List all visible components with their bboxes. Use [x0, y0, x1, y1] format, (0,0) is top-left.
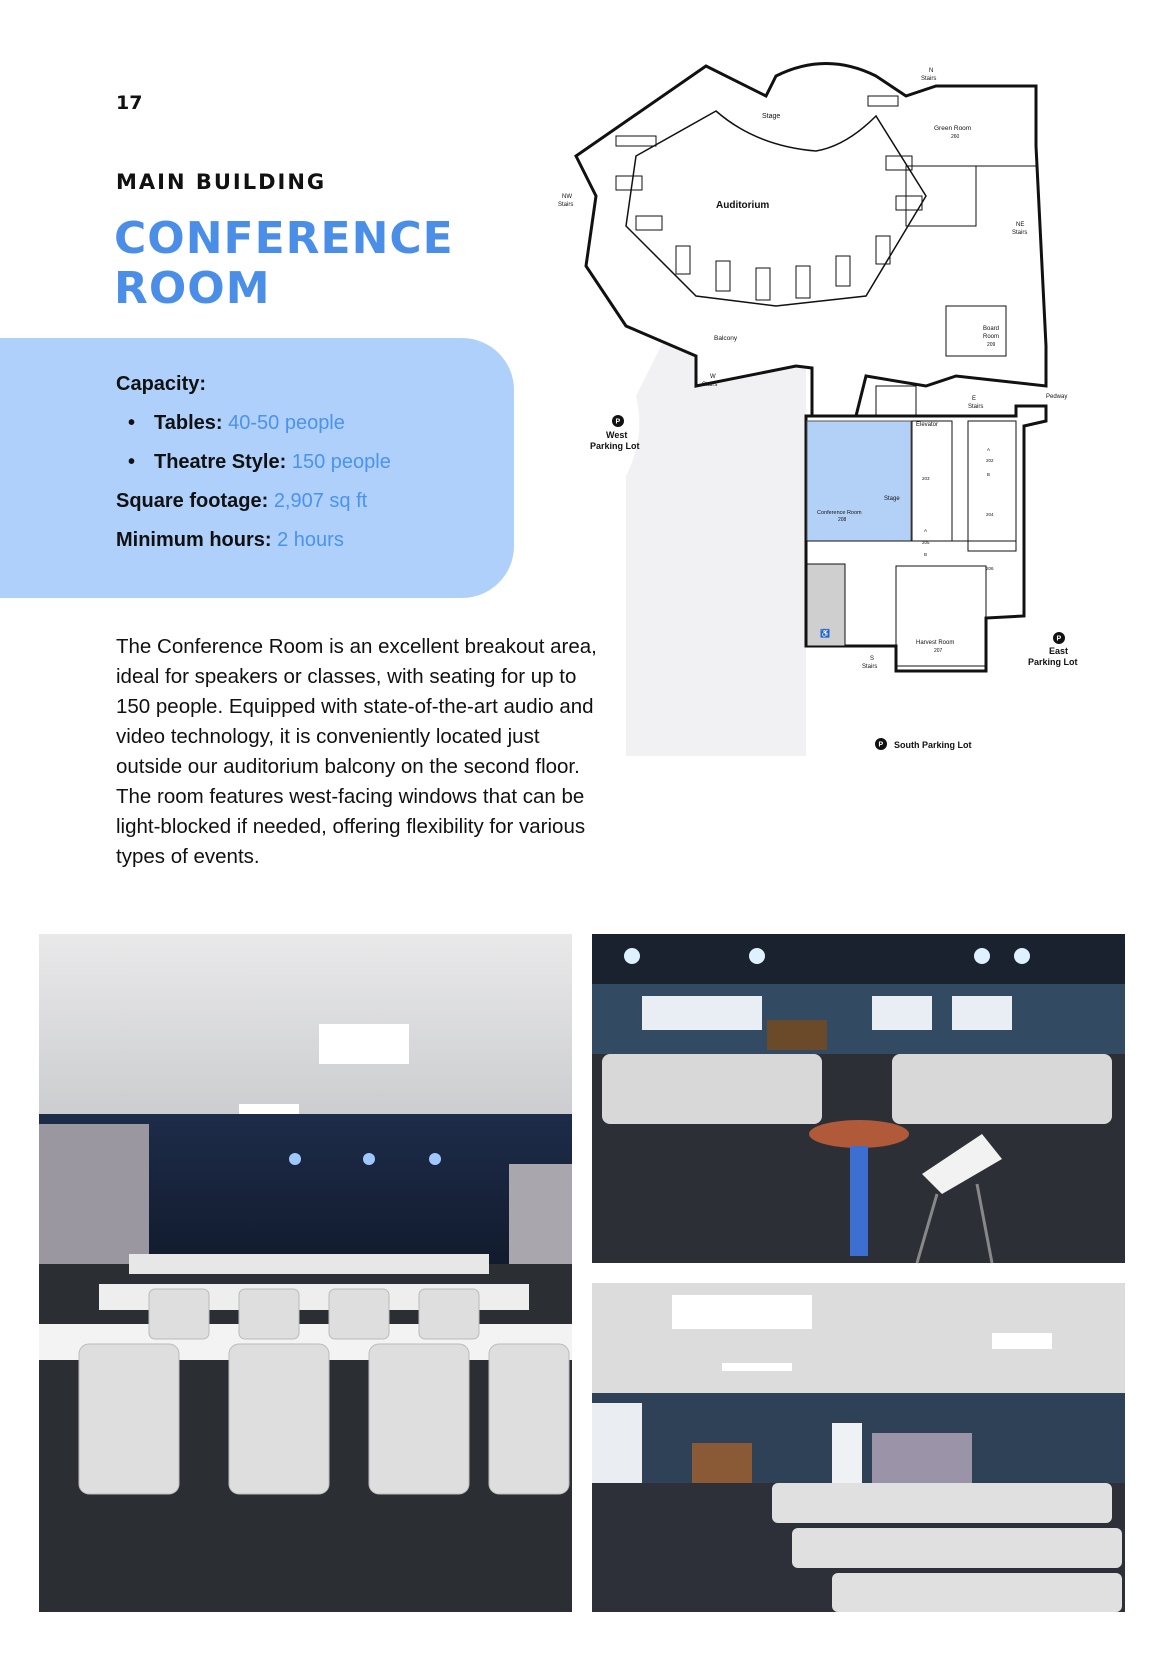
photo-theatre-seating: [592, 934, 1125, 1263]
floor-plan-drawing: [558, 56, 1116, 766]
square-footage-label: Square footage:: [116, 490, 269, 512]
label-board-room-1: Board: [983, 326, 1000, 332]
label-elevator: Elevator: [916, 422, 939, 428]
square-footage: [116, 490, 367, 513]
label-ne-stairs-1: NE: [1016, 222, 1025, 228]
label-n-stairs-1: N: [929, 68, 934, 74]
main-building-outline: [576, 64, 1046, 417]
label-w-stairs-2: Stairs: [702, 382, 718, 388]
label-stage-small: Stage: [884, 496, 900, 502]
title-line-1: CONFERENCE: [114, 213, 454, 264]
label-room-204: 204: [986, 512, 994, 517]
label-west-parking-1: West: [606, 430, 628, 440]
label-nw-stairs-2: Stairs: [558, 202, 574, 208]
label-east-parking-2: Parking Lot: [1028, 657, 1078, 667]
label-e-stairs-2: Stairs: [968, 404, 984, 410]
parking-symbol-west: P: [615, 418, 621, 426]
label-west-parking-2: Parking Lot: [590, 441, 640, 451]
page-title: [114, 214, 454, 314]
label-auditorium: Auditorium: [716, 200, 770, 211]
parking-symbol-south: P: [878, 741, 884, 749]
photo-room-overview: [592, 1283, 1125, 1612]
label-room-b-1: B: [987, 472, 991, 477]
label-conference-room-no: 208: [838, 517, 847, 523]
conference-room-highlight: [807, 421, 911, 541]
label-room-b-2: B: [924, 552, 928, 557]
theatre-capacity: [154, 451, 391, 474]
label-green-room: Green Room: [934, 125, 972, 132]
theatre-value: 150 people: [291, 451, 391, 473]
label-harvest-room: Harvest Room: [916, 640, 955, 646]
minimum-hours-label: Minimum hours:: [116, 529, 272, 551]
label-south-parking: South Parking Lot: [894, 740, 972, 750]
label-board-room-no: 209: [987, 342, 996, 348]
square-footage-value: 2,907 sq ft: [273, 490, 368, 512]
capacity-info-box: [0, 338, 514, 598]
tables-capacity: [154, 412, 345, 435]
label-pedway: Pedway: [1046, 394, 1068, 400]
tables-label: Tables:: [154, 412, 223, 434]
label-room-a-2: A: [924, 528, 928, 533]
theatre-label: Theatre Style:: [154, 451, 287, 473]
label-room-a-1: A: [987, 447, 991, 452]
label-room-205: 205: [922, 540, 930, 545]
parking-symbol-east: P: [1056, 635, 1062, 643]
capacity-heading: Capacity:: [116, 373, 207, 395]
label-room-206: 206: [986, 566, 994, 571]
restroom-icon: ♿: [820, 629, 830, 638]
label-s-stairs-1: S: [870, 656, 875, 662]
label-ne-stairs-2: Stairs: [1012, 230, 1028, 236]
label-east-parking-1: East: [1049, 646, 1069, 656]
label-s-stairs-2: Stairs: [862, 664, 878, 670]
minimum-hours-value: 2 hours: [277, 529, 344, 551]
label-room-202: 202: [986, 458, 994, 463]
label-nw-stairs-1: NW: [562, 194, 572, 200]
label-balcony: Balcony: [714, 335, 738, 342]
minimum-hours: [116, 529, 344, 552]
section-label: MAIN BUILDING: [116, 170, 327, 194]
label-board-room-2: Room: [983, 334, 1000, 340]
label-green-room-no: 260: [951, 134, 960, 140]
label-stage: Stage: [762, 113, 781, 120]
title-line-2: ROOM: [114, 263, 271, 314]
label-harvest-room-no: 207: [934, 648, 943, 654]
label-n-stairs-2: Stairs: [921, 76, 937, 82]
floor-plan: [558, 56, 1116, 766]
label-room-203: 203: [922, 476, 930, 481]
label-w-stairs-1: W: [710, 374, 716, 380]
room-description: The Conference Room is an excellent breakout area, ideal for speakers or classes, with seating for up to 150 people. Equipped with state-of-the-art audio and video technology, it is conveniently located just outside our auditorium balcony on the second floor. The room features west-facing windows that can be light-blocked if needed, offering flexibility for various types of events.: [116, 635, 597, 868]
label-conference-room: Conference Room: [817, 510, 862, 516]
label-e-stairs-1: E: [972, 396, 977, 402]
tables-value: 40-50 people: [228, 412, 345, 434]
photo-tables-setup: [39, 934, 572, 1612]
page-number: 17: [116, 92, 143, 114]
